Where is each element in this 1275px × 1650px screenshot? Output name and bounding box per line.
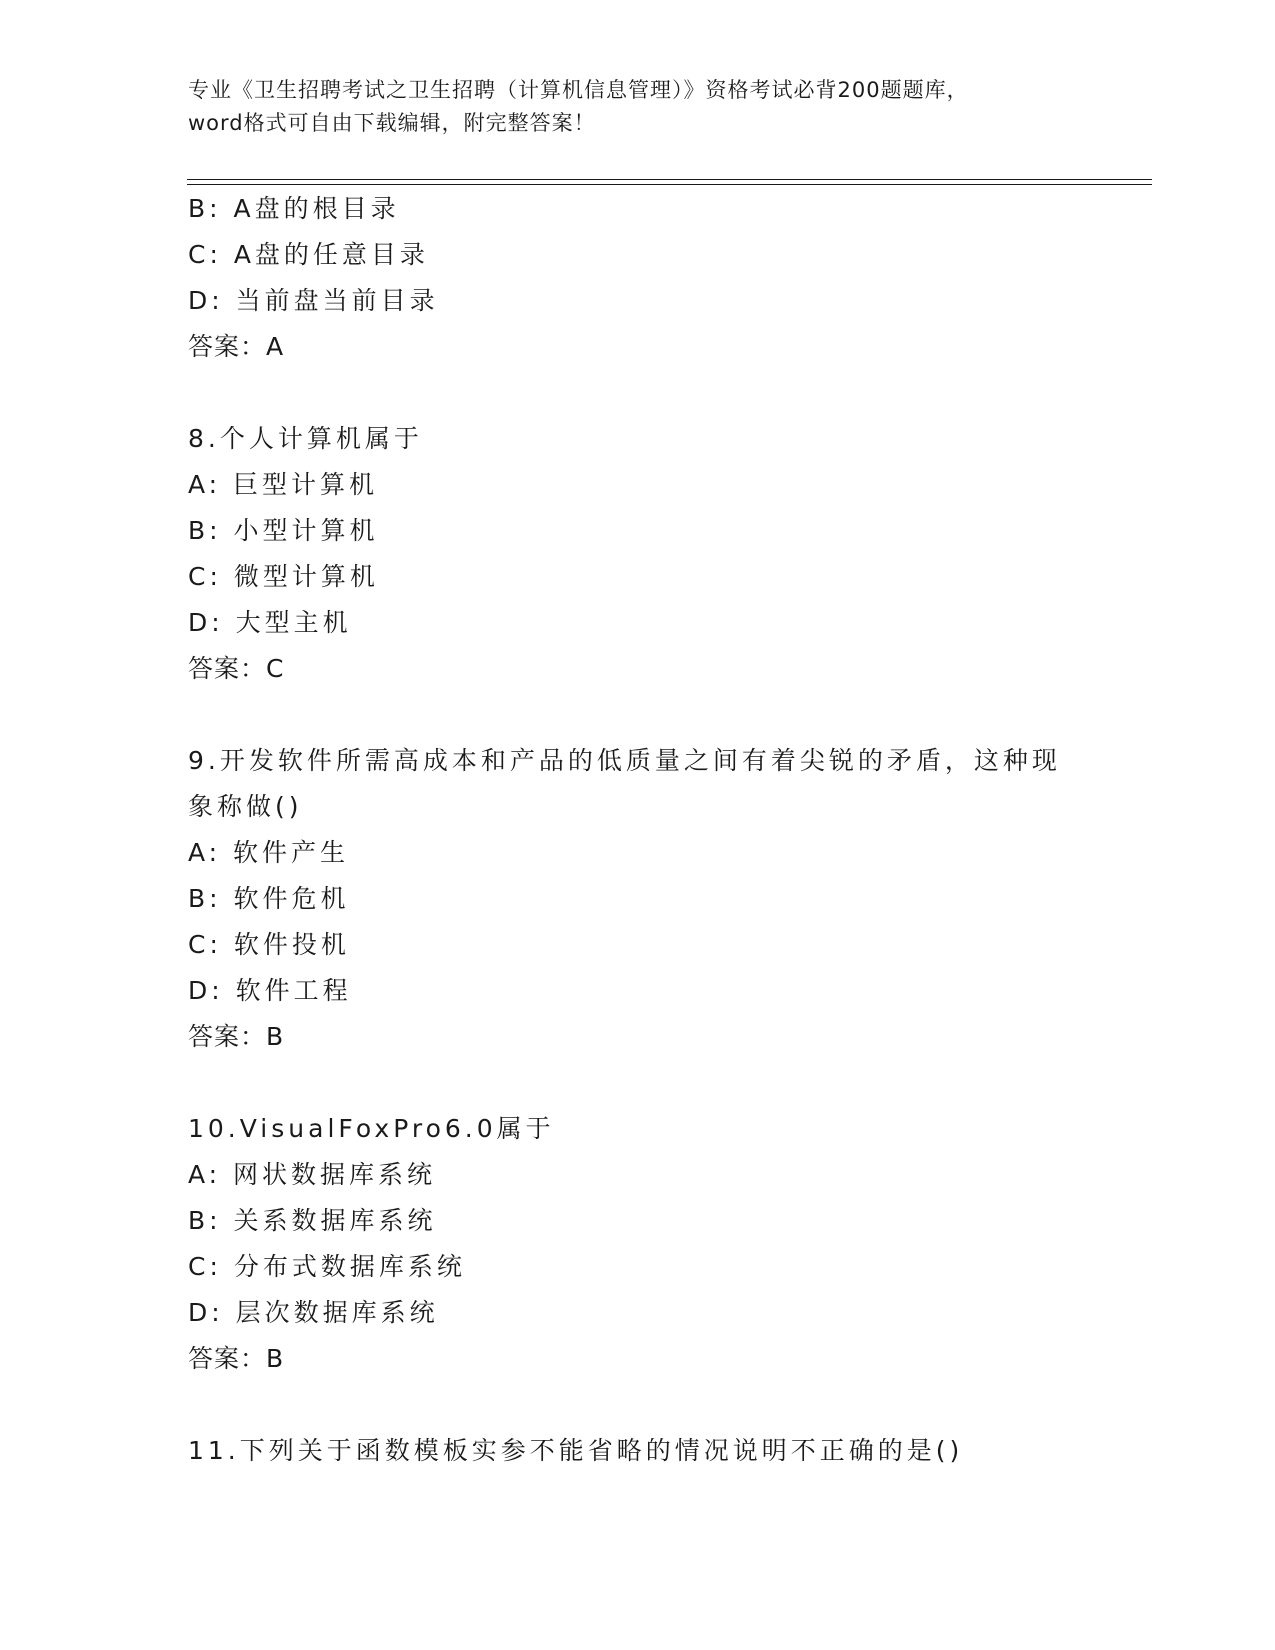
question-text: 8.个人计算机属于 bbox=[188, 424, 423, 453]
question-text: 11.下列关于函数模板实参不能省略的情况说明不正确的是() bbox=[188, 1436, 964, 1465]
option-a: A: 软件产生 bbox=[188, 838, 350, 867]
option-b: B: 关系数据库系统 bbox=[188, 1206, 437, 1235]
option-d: D: 当前盘当前目录 bbox=[188, 286, 439, 315]
option-b: B: A盘的根目录 bbox=[188, 194, 400, 223]
answer: 答案：B bbox=[188, 1022, 285, 1051]
option-b: B: 软件危机 bbox=[188, 884, 350, 913]
option-c: C: 微型计算机 bbox=[188, 562, 379, 591]
spacer bbox=[188, 1060, 1088, 1106]
option-c: C: A盘的任意目录 bbox=[188, 240, 429, 269]
option-a: A: 网状数据库系统 bbox=[188, 1160, 437, 1189]
option-a: A: 巨型计算机 bbox=[188, 470, 379, 499]
question-10 bbox=[188, 1106, 1088, 1382]
header-divider-top bbox=[187, 179, 1152, 180]
answer: 答案：C bbox=[188, 654, 285, 683]
question-text-line-1: 9.开发软件所需高成本和产品的低质量之间有着尖锐的矛盾，这种现 bbox=[188, 746, 1061, 775]
answer: 答案：B bbox=[188, 1344, 285, 1373]
option-d: D: 大型主机 bbox=[188, 608, 352, 637]
question-11 bbox=[188, 1428, 1088, 1474]
option-c: C: 软件投机 bbox=[188, 930, 350, 959]
question-text: 10.VisualFoxPro6.0属于 bbox=[188, 1114, 555, 1143]
document-header bbox=[188, 74, 1088, 140]
question-8 bbox=[188, 416, 1088, 692]
header-line-2: word格式可自由下载编辑，附完整答案！ bbox=[188, 111, 596, 135]
question-7-tail bbox=[188, 186, 1088, 370]
question-9 bbox=[188, 738, 1088, 1060]
option-d: D: 层次数据库系统 bbox=[188, 1298, 439, 1327]
question-list bbox=[188, 186, 1088, 1474]
spacer bbox=[188, 370, 1088, 416]
question-text-line-2: 象称做() bbox=[188, 792, 303, 821]
option-c: C: 分布式数据库系统 bbox=[188, 1252, 466, 1281]
header-divider-bottom bbox=[187, 184, 1152, 185]
option-d: D: 软件工程 bbox=[188, 976, 352, 1005]
option-b: B: 小型计算机 bbox=[188, 516, 379, 545]
spacer bbox=[188, 692, 1088, 738]
header-line-1: 专业《卫生招聘考试之卫生招聘（计算机信息管理）》资格考试必背200题题库， bbox=[188, 78, 969, 102]
answer: 答案：A bbox=[188, 332, 285, 361]
spacer bbox=[188, 1382, 1088, 1428]
